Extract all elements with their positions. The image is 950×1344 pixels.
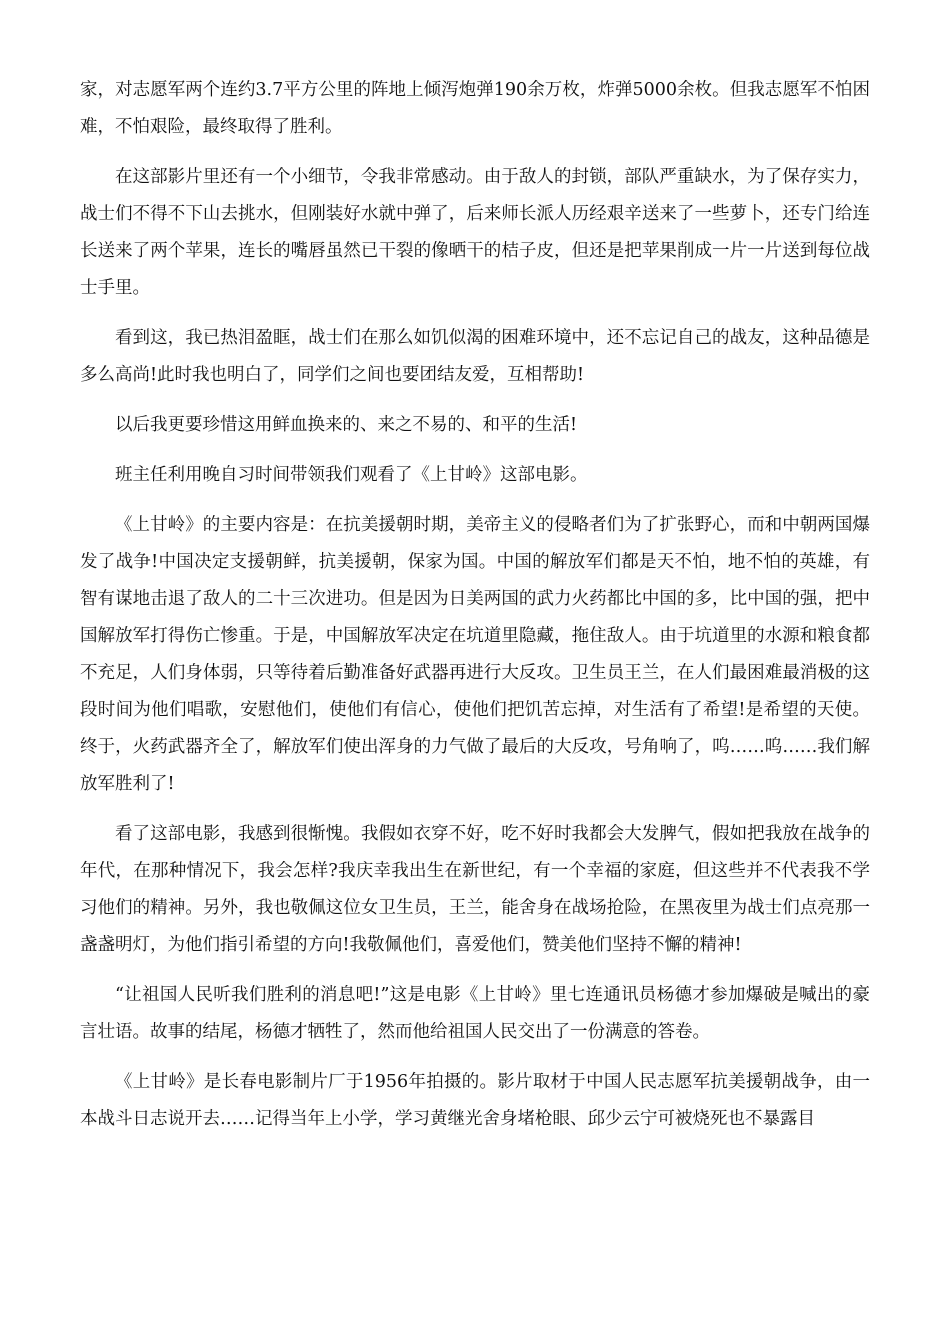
document-page <box>80 72 870 1138</box>
paragraph-4: 以后我更要珍惜这用鲜血换来的、来之不易的、和平的生活! <box>115 415 578 435</box>
paragraph-5: 班主任利用晚自习时间带领我们观看了《上甘岭》这部电影。 <box>115 465 588 485</box>
paragraph-3: 看到这，我已热泪盈眶，战士们在那么如饥似渴的困难环境中，还不忘记自己的战友，这种品德是多么高尚!此时我也明白了，同学们之间也要团结友爱，互相帮助! <box>80 328 870 385</box>
paragraph-8: “让祖国人民听我们胜利的消息吧!”这是电影《上甘岭》里七连通讯员杨德才参加爆破是喊出的豪言壮语。故事的结尾，杨德才牺牲了，然而他给祖国人民交出了一份满意的答卷。 <box>80 985 870 1042</box>
paragraph-9: 《上甘岭》是长春电影制片厂于1956年拍摄的。影片取材于中国人民志愿军抗美援朝战争，由一本战斗日志说开去……记得当年上小学，学习黄继光舍身堵枪眼、邱少云宁可被烧死也不暴露目 <box>80 1072 870 1129</box>
paragraph-7: 看了这部电影，我感到很惭愧。我假如衣穿不好，吃不好时我都会大发脾气，假如把我放在战争的年代，在那种情况下，我会怎样?我庆幸我出生在新世纪，有一个幸福的家庭，但这些并不代表我不学习他们的精神。另外，我也敬佩这位女卫生员，王兰，能舍身在战场抢险，在黑夜里为战士们点亮那一盏盏明灯，为他们指引希望的方向!我敬佩他们，喜爱他们，赞美他们坚持不懈的精神! <box>80 824 870 955</box>
paragraph-6: 《上甘岭》的主要内容是：在抗美援朝时期，美帝主义的侵略者们为了扩张野心，而和中朝两国爆发了战争!中国决定支援朝鲜，抗美援朝，保家为国。中国的解放军们都是天不怕，地不怕的英雄，有智有谋地击退了敌人的二十三次进功。但是因为日美两国的武力火药都比中国的多，比中国的强，把中国解放军打得伤亡惨重。于是，中国解放军决定在坑道里隐藏，拖住敌人。由于坑道里的水源和粮食都不充足，人们身体弱，只等待着后勤准备好武器再进行大反攻。卫生员王兰，在人们最困难最消极的这段时间为他们唱歌，安慰他们，使他们有信心，使他们把饥苦忘掉，对生活有了希望!是希望的天使。终于，火药武器齐全了，解放军们使出浑身的力气做了最后的大反攻，号角响了，呜……呜……我们解放军胜利了! <box>80 515 870 794</box>
paragraph-2: 在这部影片里还有一个小细节，令我非常感动。由于敌人的封锁，部队严重缺水，为了保存实力，战士们不得不下山去挑水，但刚装好水就中弹了，后来师长派人历经艰辛送来了一些萝卜，还专门给连长送来了两个苹果，连长的嘴唇虽然已干裂的像晒干的桔子皮，但还是把苹果削成一片一片送到每位战士手里。 <box>80 167 870 298</box>
paragraph-1: 家，对志愿军两个连约3.7平方公里的阵地上倾泻炮弹190余万枚，炸弹5000余枚。但我志愿军不怕困难，不怕艰险，最终取得了胜利。 <box>80 80 870 137</box>
